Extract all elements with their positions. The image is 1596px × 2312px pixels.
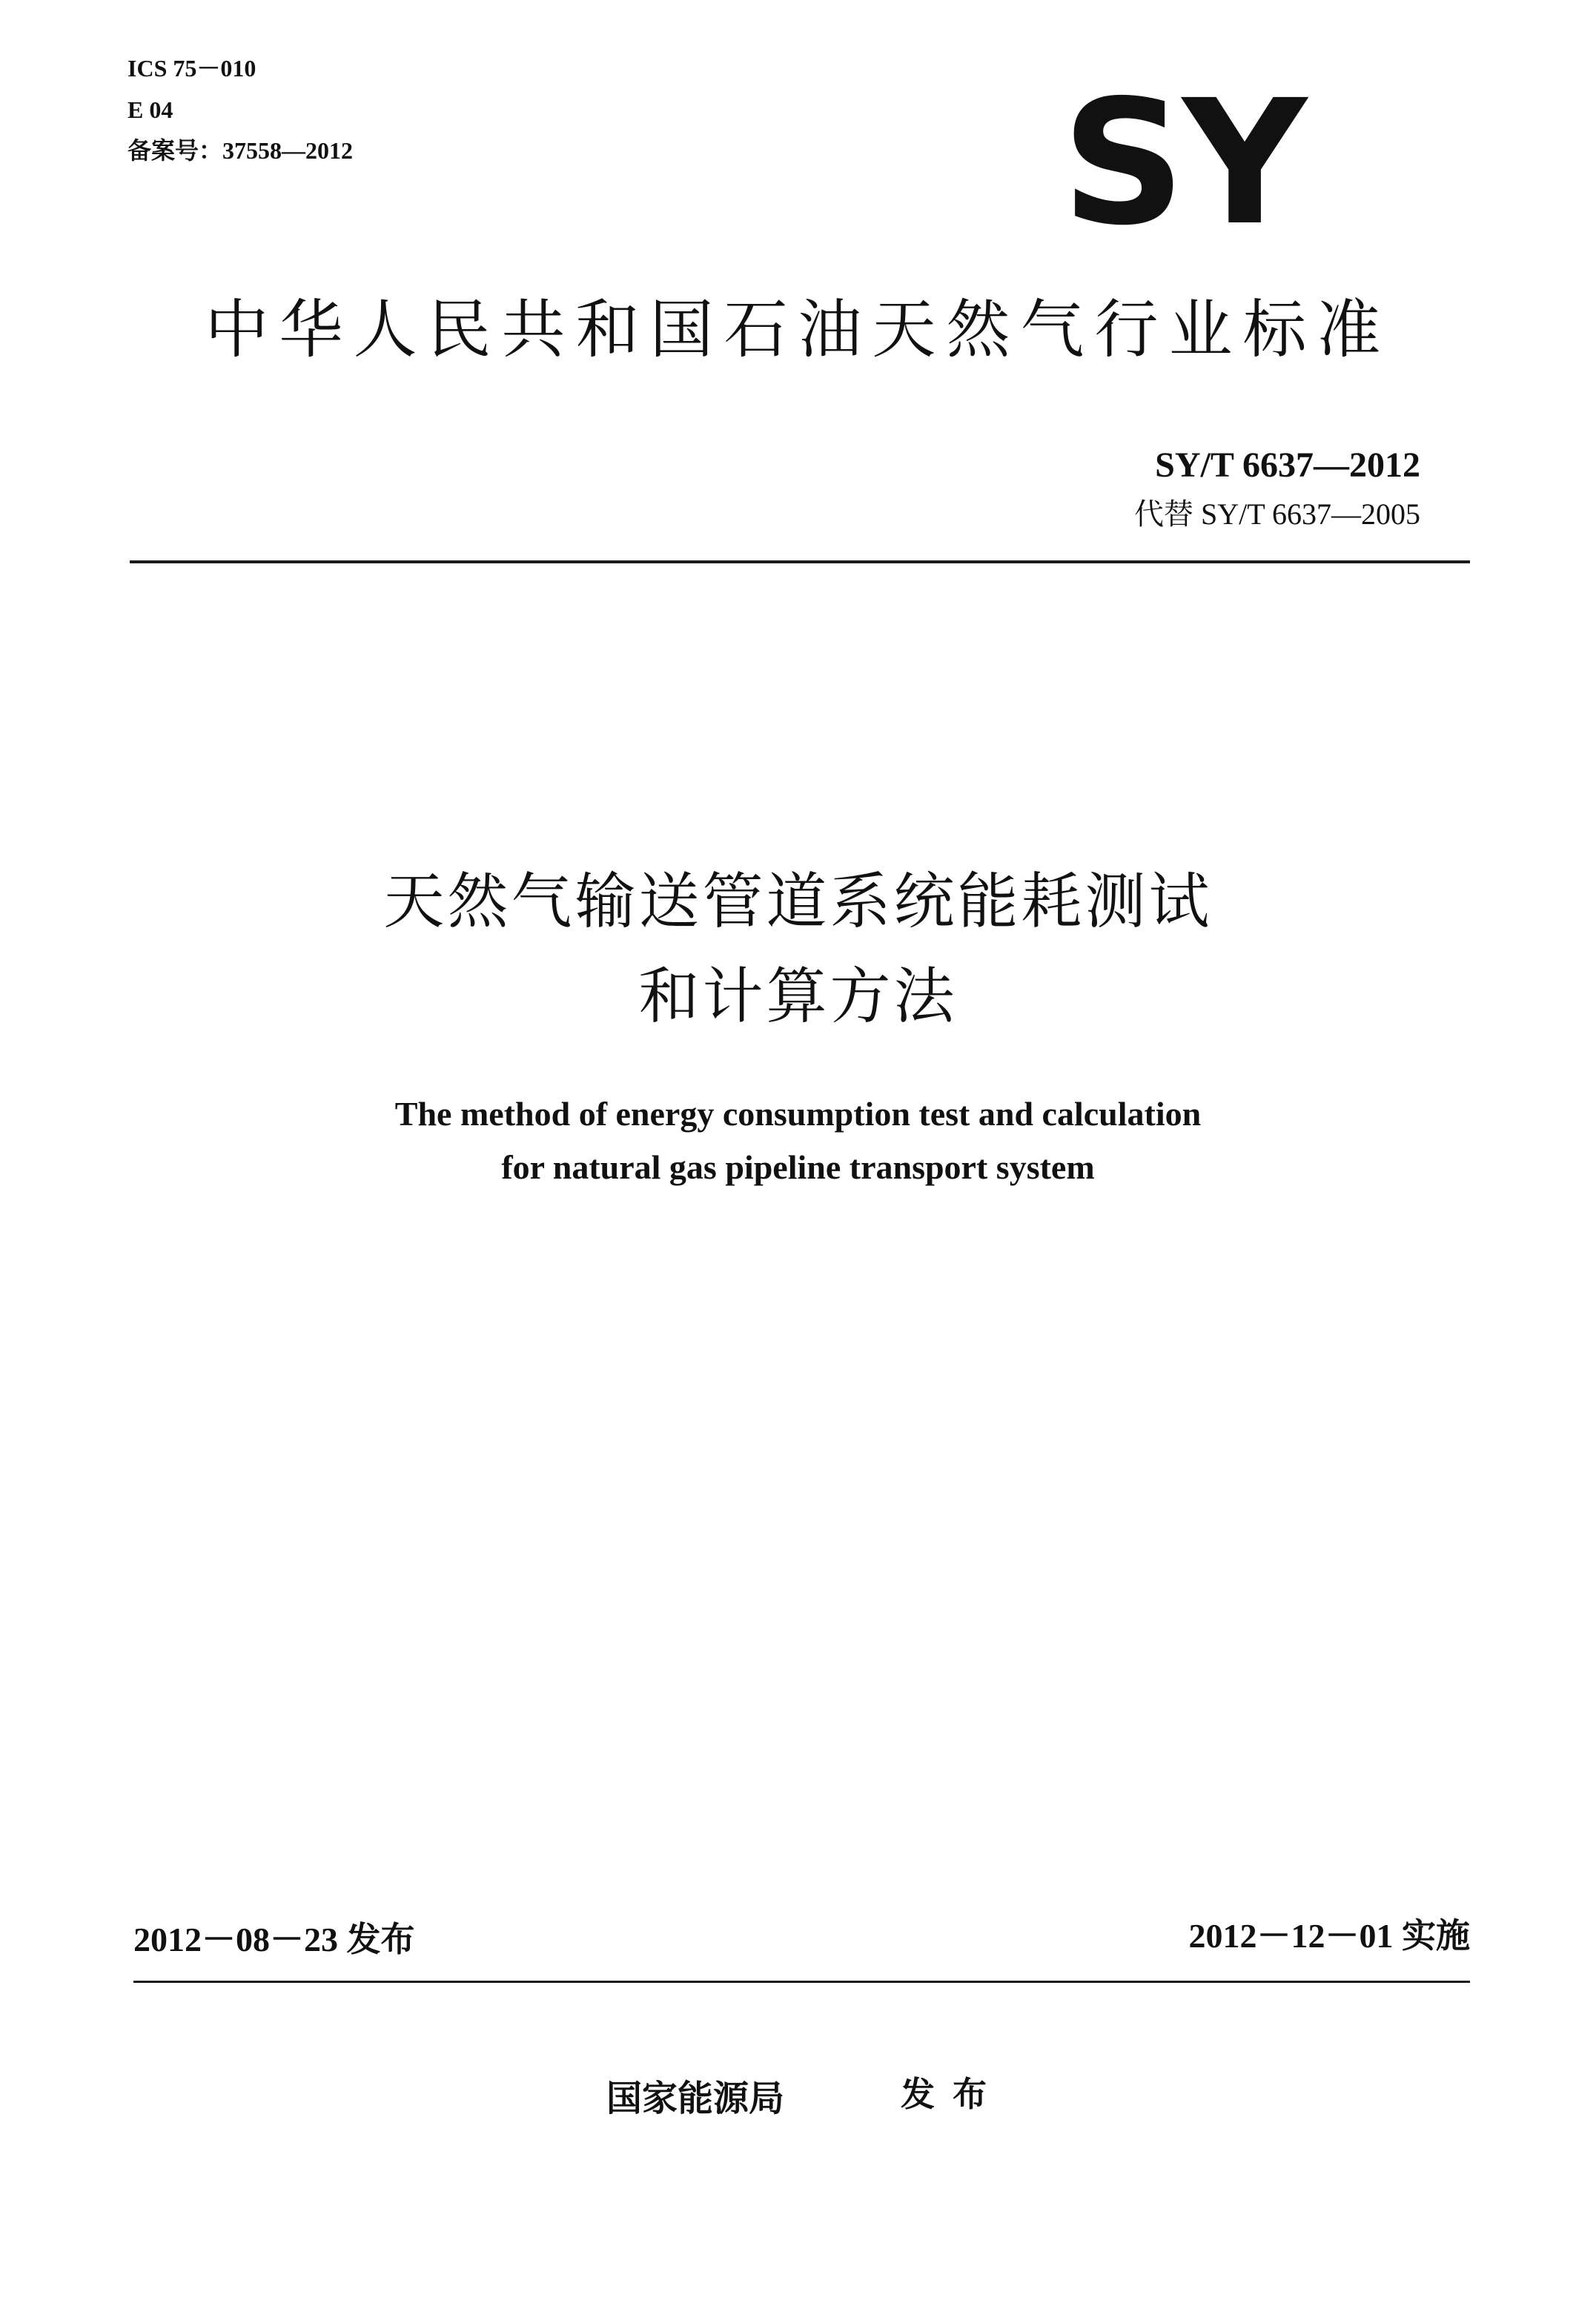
title-zh-line-1: 天然气输送管道系统能耗测试 — [383, 867, 1213, 937]
title-en-line-1: The method of energy consumption test and calculation — [394, 1095, 1202, 1133]
publish-date: 2012－08－23 发布 — [133, 1921, 415, 1958]
classification-code: E 04 — [128, 96, 173, 123]
title-en-line-2: for natural gas pipeline transport system — [501, 1148, 1095, 1186]
footer-divider — [133, 1981, 1470, 1983]
issuing-authority: 国家能源局 — [606, 2078, 785, 2119]
header-divider — [130, 560, 1470, 563]
replaces-standard: 代替 SY/T 6637—2005 — [1134, 497, 1420, 531]
record-number: 备案号：37558—2012 — [128, 137, 354, 164]
sy-logo: SY — [1062, 63, 1305, 263]
ministry-title: 中华人民共和国石油天然气行业标准 — [205, 293, 1391, 367]
ics-code: ICS 75－010 — [128, 55, 256, 82]
title-zh-line-2: 和计算方法 — [638, 961, 958, 1032]
standard-code: SY/T 6637—2012 — [1155, 445, 1420, 485]
issue-label: 发布 — [901, 2074, 1004, 2114]
effective-date: 2012－12－01 实施 — [1188, 1917, 1470, 1955]
